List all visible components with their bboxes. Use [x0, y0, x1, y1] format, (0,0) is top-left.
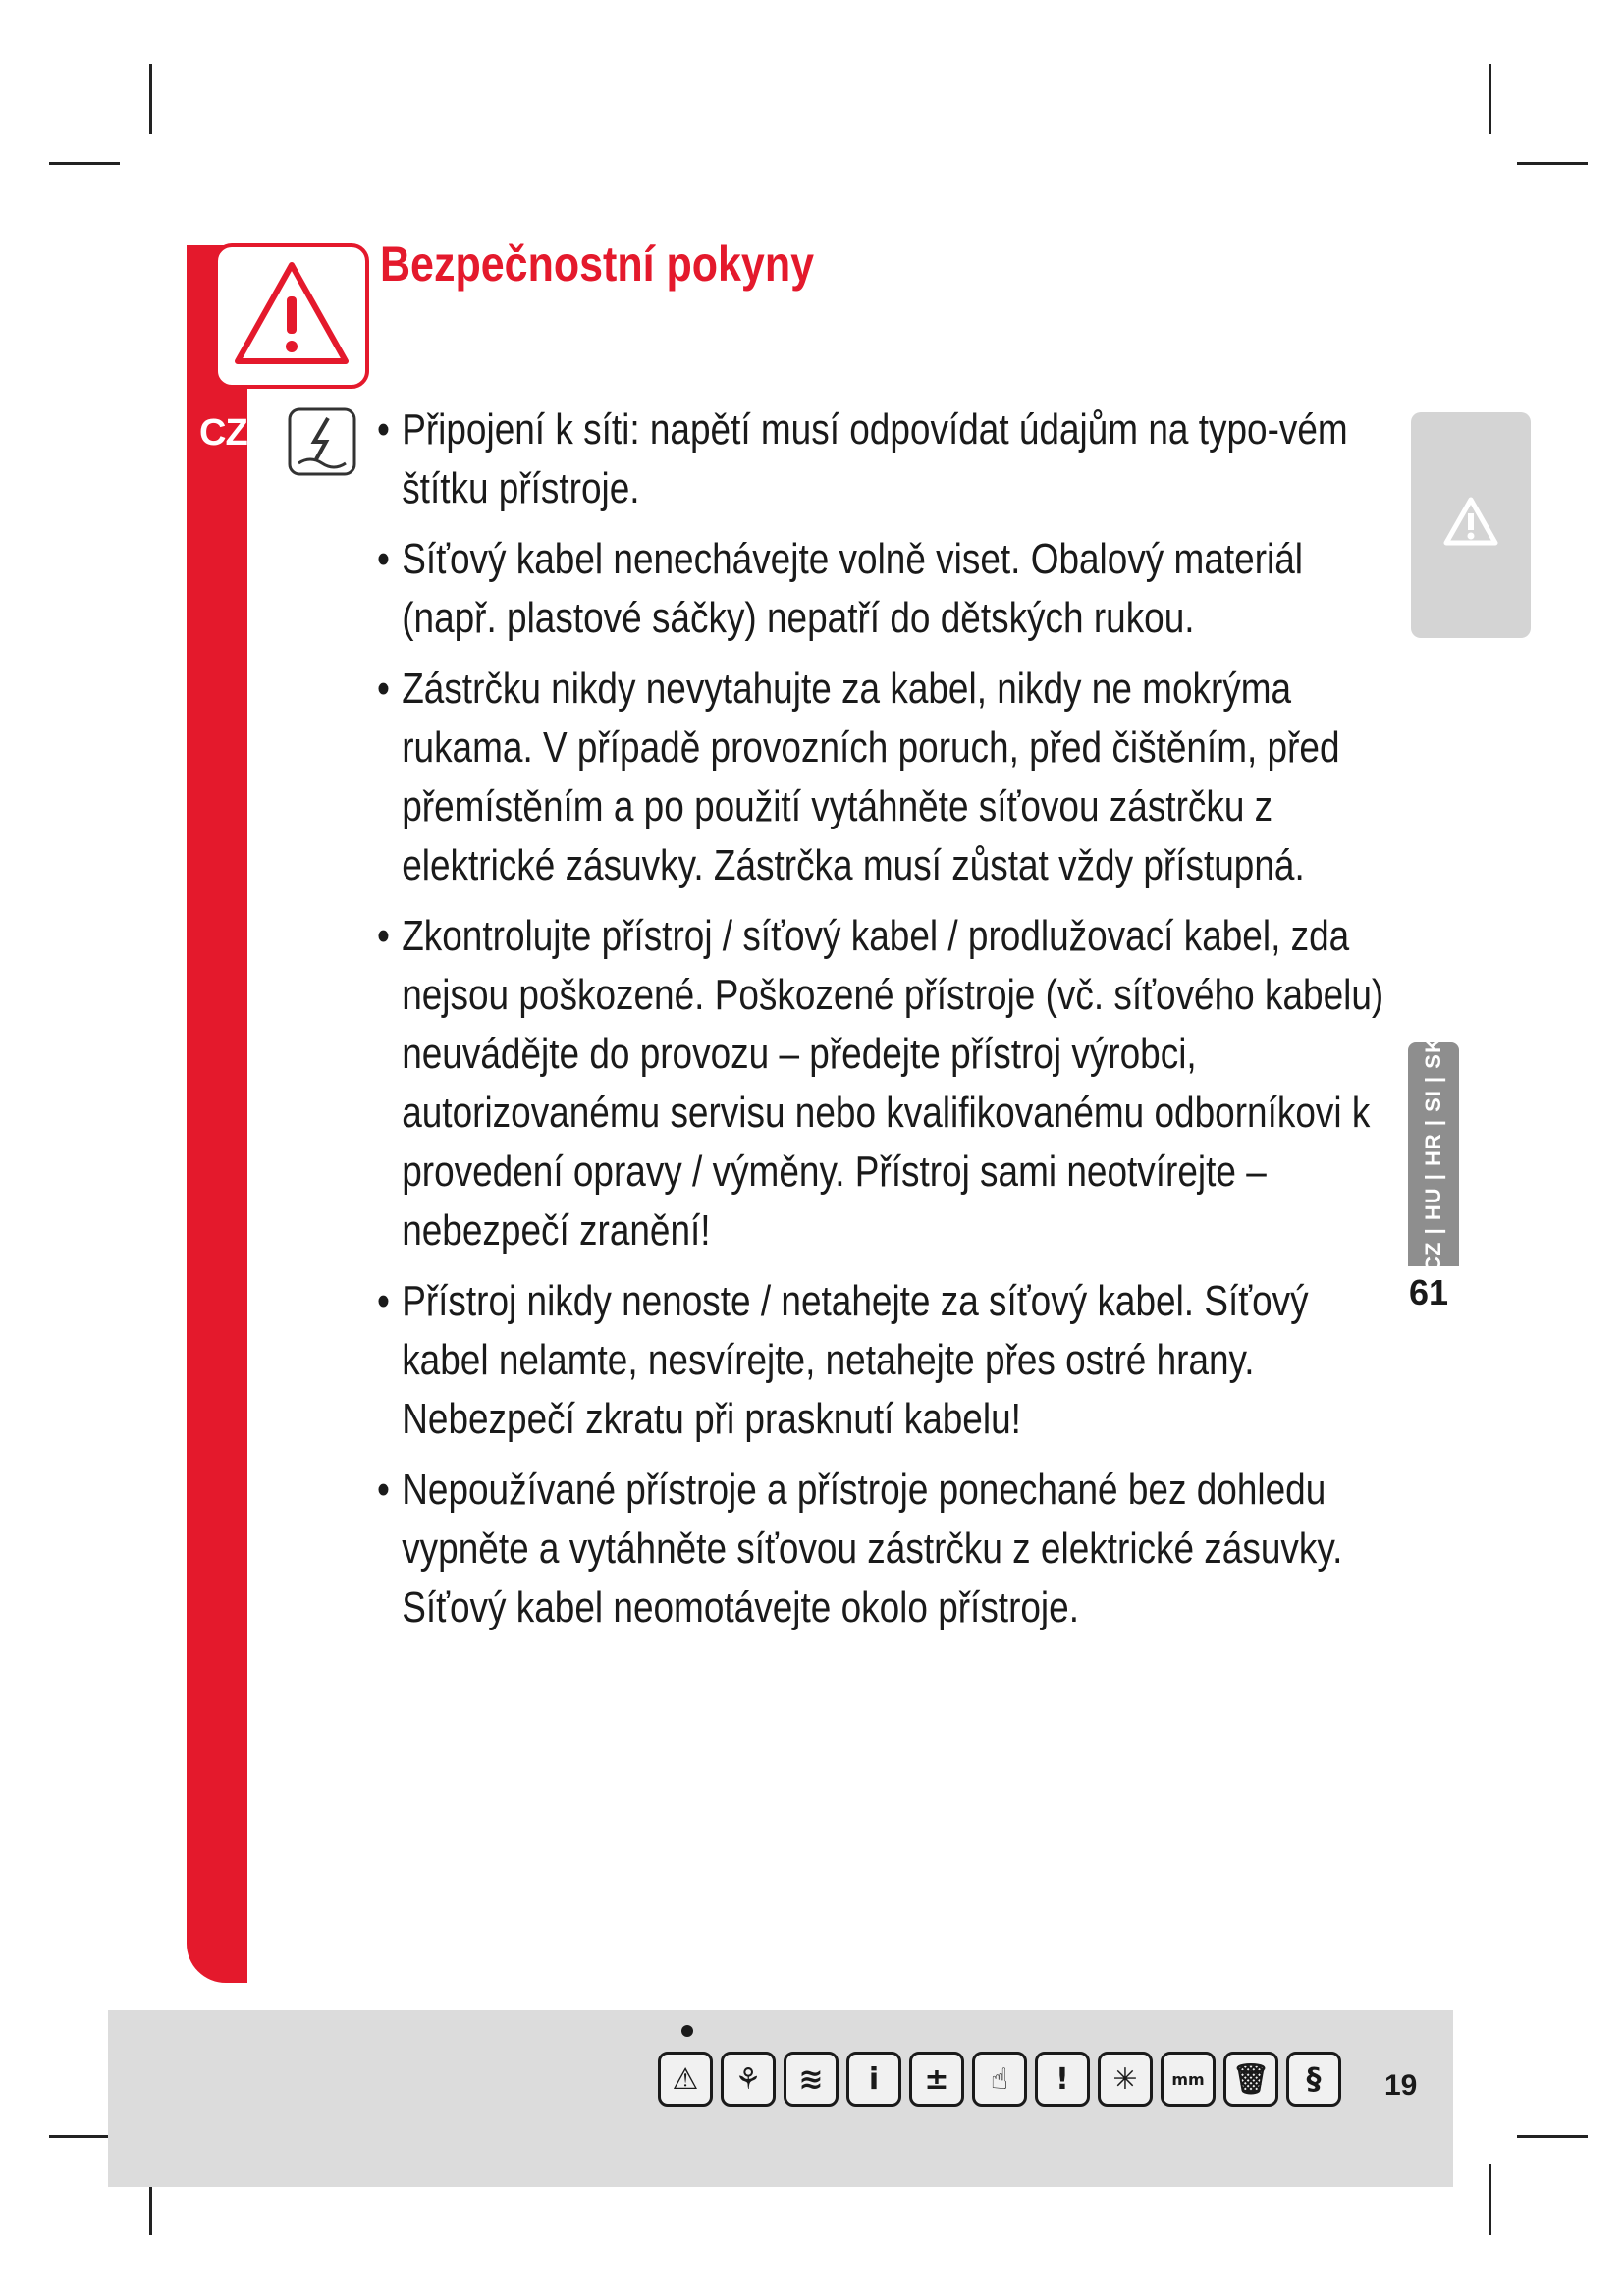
hand-icon[interactable]: ☝	[972, 2052, 1027, 2107]
list-item-text: Síťový kabel nenechávejte volně viset. Obalový materiál (např. plastové sáčky) nepatří do dětských rukou.	[402, 535, 1304, 642]
list-item	[377, 1272, 1393, 1449]
language-label: CZ	[199, 412, 247, 454]
crop-mark	[1517, 162, 1588, 165]
seedling-icon[interactable]: ⚘	[721, 2052, 776, 2107]
steam-icon[interactable]: ≋	[784, 2052, 839, 2107]
list-item-text: Připojení k síti: napětí musí odpovídat údajům na typo-vém štítku přístroje.	[402, 405, 1348, 512]
list-item	[377, 660, 1393, 895]
list-item	[377, 1461, 1393, 1637]
snowflake-icon[interactable]: ✳	[1098, 2052, 1153, 2107]
trash-icon[interactable]: 🗑	[1223, 2052, 1278, 2107]
section-color-bar	[187, 245, 247, 1983]
warning-tab-icon	[1442, 496, 1499, 547]
list-item	[377, 530, 1393, 648]
bullet: •	[377, 1466, 390, 1514]
plus-minus-icon[interactable]: ±	[909, 2052, 964, 2107]
safety-instructions-list	[377, 400, 1384, 1649]
crop-mark	[1489, 2164, 1491, 2235]
bullet: •	[377, 1277, 390, 1325]
footer-page-number: 19	[1384, 2069, 1418, 2102]
side-page-number: 61	[1409, 1272, 1449, 1312]
exclamation-icon[interactable]: !	[1035, 2052, 1090, 2107]
ruler-icon[interactable]: mm	[1161, 2052, 1216, 2107]
warning-triangle-icon	[232, 259, 352, 369]
bullet: •	[377, 535, 390, 583]
electric-hazard-icon	[287, 406, 357, 483]
section-tab[interactable]	[1411, 412, 1531, 638]
info-icon[interactable]: i	[846, 2052, 901, 2107]
list-item-text: Zástrčku nikdy nevytahujte za kabel, nikdy ne mokrýma rukama. V případě provozních poruch, před čištěním, před přemístěním a po použití vytáhněte síťovou zástrčku z elektrické zásuvky. Zástrčka musí zůstat vždy přístupná.	[402, 665, 1340, 889]
list-item-text: Přístroj nikdy nenoste / netahejte za síťový kabel. Síťový kabel nelamte, nesvírejte, netahejte přes ostré hrany. Nebezpečí zkratu při prasknutí kabelu!	[402, 1277, 1309, 1443]
list-item-text: Nepoužívané přístroje a přístroje ponechané bez dohledu vypněte a vytáhněte síťovou zástrčku z elektrické zásuvky. Síťový kabel neomotávejte okolo přístroje.	[402, 1466, 1343, 1631]
language-tab-label: CZ | HU | HR | SI | SK	[1421, 1037, 1445, 1272]
paragraph-icon[interactable]: §	[1286, 2052, 1341, 2107]
warning-icon[interactable]: ⚠	[658, 2052, 713, 2107]
crop-mark	[49, 162, 120, 165]
list-item	[377, 400, 1393, 518]
crop-mark	[1517, 2135, 1588, 2138]
crop-mark	[149, 64, 152, 134]
warning-badge	[214, 243, 369, 389]
list-item	[377, 907, 1393, 1260]
crop-mark	[1489, 64, 1491, 134]
bullet: •	[377, 912, 390, 960]
bullet: •	[377, 665, 390, 713]
active-indicator-dot	[681, 2025, 693, 2037]
footer-icon-nav	[658, 2052, 1341, 2107]
bullet: •	[377, 405, 390, 454]
language-tab	[1408, 1037, 1459, 1272]
list-item-text: Zkontrolujte přístroj / síťový kabel / prodlužovací kabel, zda nejsou poškozené. Poškozené přístroje (vč. síťového kabelu) neuvádějte do provozu – předejte přístroj výrobci, autorizovanému servisu nebo kvalifikovanému odborníkovi k provedení opravy / výměny. Přístroj sami neotvírejte – nebezpečí zranění!	[402, 912, 1384, 1255]
page-title: Bezpečnostní pokyny	[380, 237, 815, 292]
